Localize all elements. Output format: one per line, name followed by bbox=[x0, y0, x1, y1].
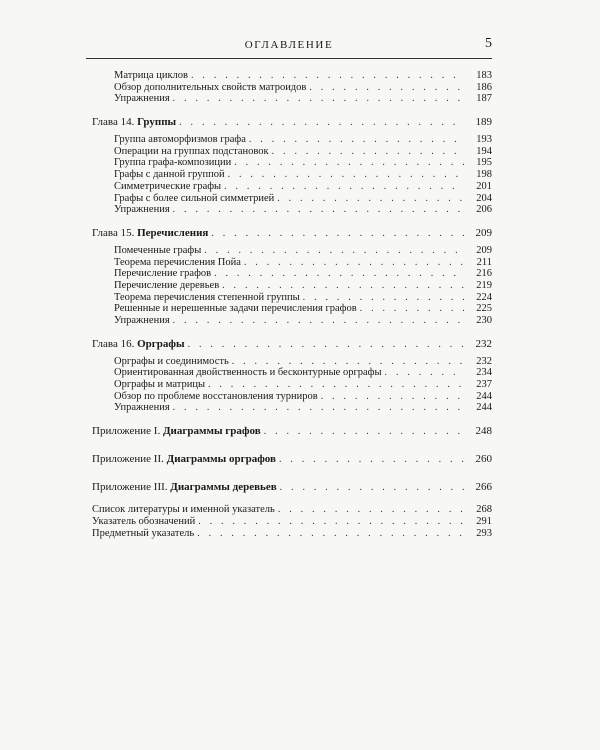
toc-entry-title: Указатель обозначений bbox=[92, 515, 196, 527]
toc-entry-page: 201 bbox=[476, 180, 492, 192]
running-header bbox=[86, 38, 492, 54]
toc-entry-page: 211 bbox=[476, 256, 492, 268]
toc-entry-page: 186 bbox=[476, 81, 492, 93]
chapter-name: Группы bbox=[137, 116, 177, 129]
toc-entry-title: Ориентированная двойственность и бесконтурные орграфы bbox=[114, 367, 382, 379]
toc-entry[interactable] bbox=[92, 292, 492, 304]
toc-entry-title: Группа автоморфизмов графа bbox=[114, 134, 246, 146]
dot-leader bbox=[197, 528, 464, 540]
toc-entry[interactable] bbox=[92, 356, 492, 368]
toc-entry-title: Графы с более сильной симметрией bbox=[114, 192, 275, 204]
toc-entry-page: 193 bbox=[476, 134, 492, 146]
toc-entry[interactable] bbox=[92, 391, 492, 403]
toc-entry-page: 244 bbox=[476, 402, 492, 414]
dot-leader bbox=[244, 257, 464, 269]
toc-entry[interactable] bbox=[92, 245, 492, 257]
toc-entry-page: 293 bbox=[476, 527, 492, 539]
dot-leader bbox=[198, 516, 464, 528]
dot-leader bbox=[385, 367, 464, 379]
toc-entry-title: Графы с данной группой bbox=[114, 169, 225, 181]
dot-leader bbox=[303, 292, 464, 304]
toc-entry-page: 187 bbox=[476, 93, 492, 105]
dot-leader bbox=[214, 268, 464, 280]
toc-entry[interactable] bbox=[92, 528, 492, 540]
toc-entry-title: Решенные и нерешенные задачи перечисления графов bbox=[114, 303, 357, 315]
toc-entry-page: 209 bbox=[476, 244, 492, 256]
chapter-page: 189 bbox=[475, 116, 492, 129]
chapter-label: Глава 15. bbox=[92, 226, 135, 239]
toc-entry[interactable] bbox=[92, 516, 492, 528]
toc-entry[interactable] bbox=[92, 93, 492, 105]
chapter-page: 209 bbox=[475, 226, 492, 239]
toc-appendices bbox=[92, 424, 492, 494]
toc-entry[interactable] bbox=[92, 504, 492, 516]
toc-entry[interactable] bbox=[92, 169, 492, 181]
toc-entry-page: 183 bbox=[476, 70, 492, 81]
chapter-heading[interactable] bbox=[92, 115, 492, 129]
dot-leader bbox=[222, 280, 464, 292]
dot-leader bbox=[179, 116, 464, 130]
dot-leader bbox=[188, 338, 464, 352]
toc-entry-page: 206 bbox=[476, 204, 492, 216]
toc-entry-title: Перечисление деревьев bbox=[114, 279, 220, 291]
dot-leader bbox=[321, 391, 464, 403]
toc-entry[interactable] bbox=[92, 268, 492, 280]
chapter-name: Перечисления bbox=[137, 226, 209, 239]
dot-leader bbox=[211, 227, 464, 241]
toc-entry-title: Группа графа-композиции bbox=[114, 157, 232, 169]
toc-entry[interactable] bbox=[92, 204, 492, 216]
appendix-label: Приложение III. bbox=[92, 481, 168, 494]
toc-entry-page: 198 bbox=[476, 169, 492, 181]
table-of-contents bbox=[92, 70, 492, 539]
toc-entry[interactable] bbox=[92, 70, 492, 82]
header-title: ОГЛАВЛЕНИЕ bbox=[244, 39, 334, 51]
toc-entry-title: Орграфы и матрицы bbox=[114, 379, 205, 391]
toc-entry[interactable] bbox=[92, 379, 492, 391]
toc-entry-title: Упражнения bbox=[114, 93, 170, 105]
toc-entry[interactable] bbox=[92, 82, 492, 94]
toc-entry-page: 225 bbox=[476, 303, 492, 315]
toc-chapter-15 bbox=[92, 226, 492, 327]
dot-leader bbox=[191, 70, 464, 82]
toc-entry-title: Операции на группах подстановок bbox=[114, 145, 269, 157]
toc-entry-page: 194 bbox=[476, 145, 492, 157]
chapter-label: Глава 14. bbox=[92, 116, 135, 129]
chapter-heading[interactable] bbox=[92, 226, 492, 240]
appendix-page: 266 bbox=[475, 481, 492, 494]
header-rule bbox=[86, 58, 492, 59]
dot-leader bbox=[277, 193, 464, 205]
toc-entry-page: 244 bbox=[476, 390, 492, 402]
toc-entry[interactable] bbox=[92, 193, 492, 205]
dot-leader bbox=[279, 453, 464, 467]
toc-entry-title: Упражнения bbox=[114, 402, 170, 414]
dot-leader bbox=[208, 379, 464, 391]
dot-leader bbox=[173, 204, 464, 216]
toc-entry-title: Упражнения bbox=[114, 315, 170, 326]
toc-chapter-14 bbox=[92, 115, 492, 216]
toc-entry-title: Перечисление графов bbox=[114, 268, 212, 280]
toc-entry[interactable] bbox=[92, 315, 492, 327]
header-page-number: 5 bbox=[485, 36, 492, 51]
dot-leader bbox=[278, 504, 464, 516]
toc-chapter-16 bbox=[92, 337, 492, 414]
toc-entry-page: 291 bbox=[476, 515, 492, 527]
toc-entry-page: 230 bbox=[476, 315, 492, 326]
appendix-label: Приложение I. bbox=[92, 425, 161, 438]
toc-entry-title: Список литературы и именной указатель bbox=[92, 504, 275, 516]
toc-entry-page: 232 bbox=[476, 355, 492, 367]
toc-entry-page: 224 bbox=[476, 291, 492, 303]
dot-leader bbox=[232, 356, 464, 368]
dot-leader bbox=[264, 425, 464, 439]
toc-entry-page: 234 bbox=[476, 367, 492, 379]
chapter-label: Глава 16. bbox=[92, 337, 135, 350]
dot-leader bbox=[249, 134, 464, 146]
toc-back-matter bbox=[92, 504, 492, 539]
toc-entry[interactable] bbox=[92, 157, 492, 169]
appendix-entry[interactable] bbox=[92, 424, 492, 438]
dot-leader bbox=[224, 181, 464, 193]
toc-entry[interactable] bbox=[92, 181, 492, 193]
toc-entry-title: Предметный указатель bbox=[92, 527, 195, 539]
toc-entry-page: 219 bbox=[476, 279, 492, 291]
chapter-page: 232 bbox=[475, 337, 492, 350]
toc-entry-title: Обзор по проблеме восстановления турниров bbox=[114, 390, 318, 402]
toc-entry-title: Теорема перечисления степенной группы bbox=[114, 291, 300, 303]
toc-entry-page: 268 bbox=[476, 504, 492, 516]
chapter-heading[interactable] bbox=[92, 337, 492, 351]
toc-entry[interactable] bbox=[92, 257, 492, 269]
toc-entry[interactable] bbox=[92, 367, 492, 379]
dot-leader bbox=[234, 157, 464, 169]
toc-entry-title: Матрица циклов bbox=[114, 70, 189, 81]
toc-entry-title: Упражнения bbox=[114, 204, 170, 216]
appendix-label: Приложение II. bbox=[92, 453, 164, 466]
toc-entry[interactable] bbox=[92, 280, 492, 292]
appendix-name: Диаграммы орграфов bbox=[166, 453, 276, 466]
chapter-name: Орграфы bbox=[137, 337, 185, 350]
appendix-entry[interactable] bbox=[92, 452, 492, 466]
toc-entry-title: Помеченные графы bbox=[114, 244, 202, 256]
dot-leader bbox=[228, 169, 464, 181]
toc-entry-title: Орграфы и соединимость bbox=[114, 355, 229, 367]
toc-entry-page: 237 bbox=[476, 379, 492, 391]
appendix-page: 260 bbox=[475, 453, 492, 466]
appendix-name: Диаграммы деревьев bbox=[170, 481, 277, 494]
appendix-entry[interactable] bbox=[92, 480, 492, 494]
toc-entry-title: Симметрические графы bbox=[114, 180, 222, 192]
toc-entry-page: 216 bbox=[476, 268, 492, 280]
toc-entry-page: 204 bbox=[476, 192, 492, 204]
toc-continuation bbox=[92, 70, 492, 105]
dot-leader bbox=[204, 245, 464, 257]
toc-entry[interactable] bbox=[92, 134, 492, 146]
appendix-page: 248 bbox=[475, 425, 492, 438]
dot-leader bbox=[173, 315, 464, 327]
dot-leader bbox=[272, 146, 464, 158]
appendix-name: Диаграммы графов bbox=[162, 425, 261, 438]
toc-entry-page: 195 bbox=[476, 157, 492, 169]
dot-leader bbox=[280, 481, 464, 495]
dot-leader bbox=[360, 303, 464, 315]
toc-entry[interactable] bbox=[92, 303, 492, 315]
toc-entry-title: Обзор дополнительных свойств матроидов bbox=[114, 81, 307, 93]
toc-entry-title: Теорема перечисления Пойа bbox=[114, 256, 241, 268]
dot-leader bbox=[173, 93, 464, 105]
toc-entry[interactable] bbox=[92, 402, 492, 414]
dot-leader bbox=[309, 82, 464, 94]
toc-entry[interactable] bbox=[92, 146, 492, 158]
dot-leader bbox=[173, 402, 464, 414]
